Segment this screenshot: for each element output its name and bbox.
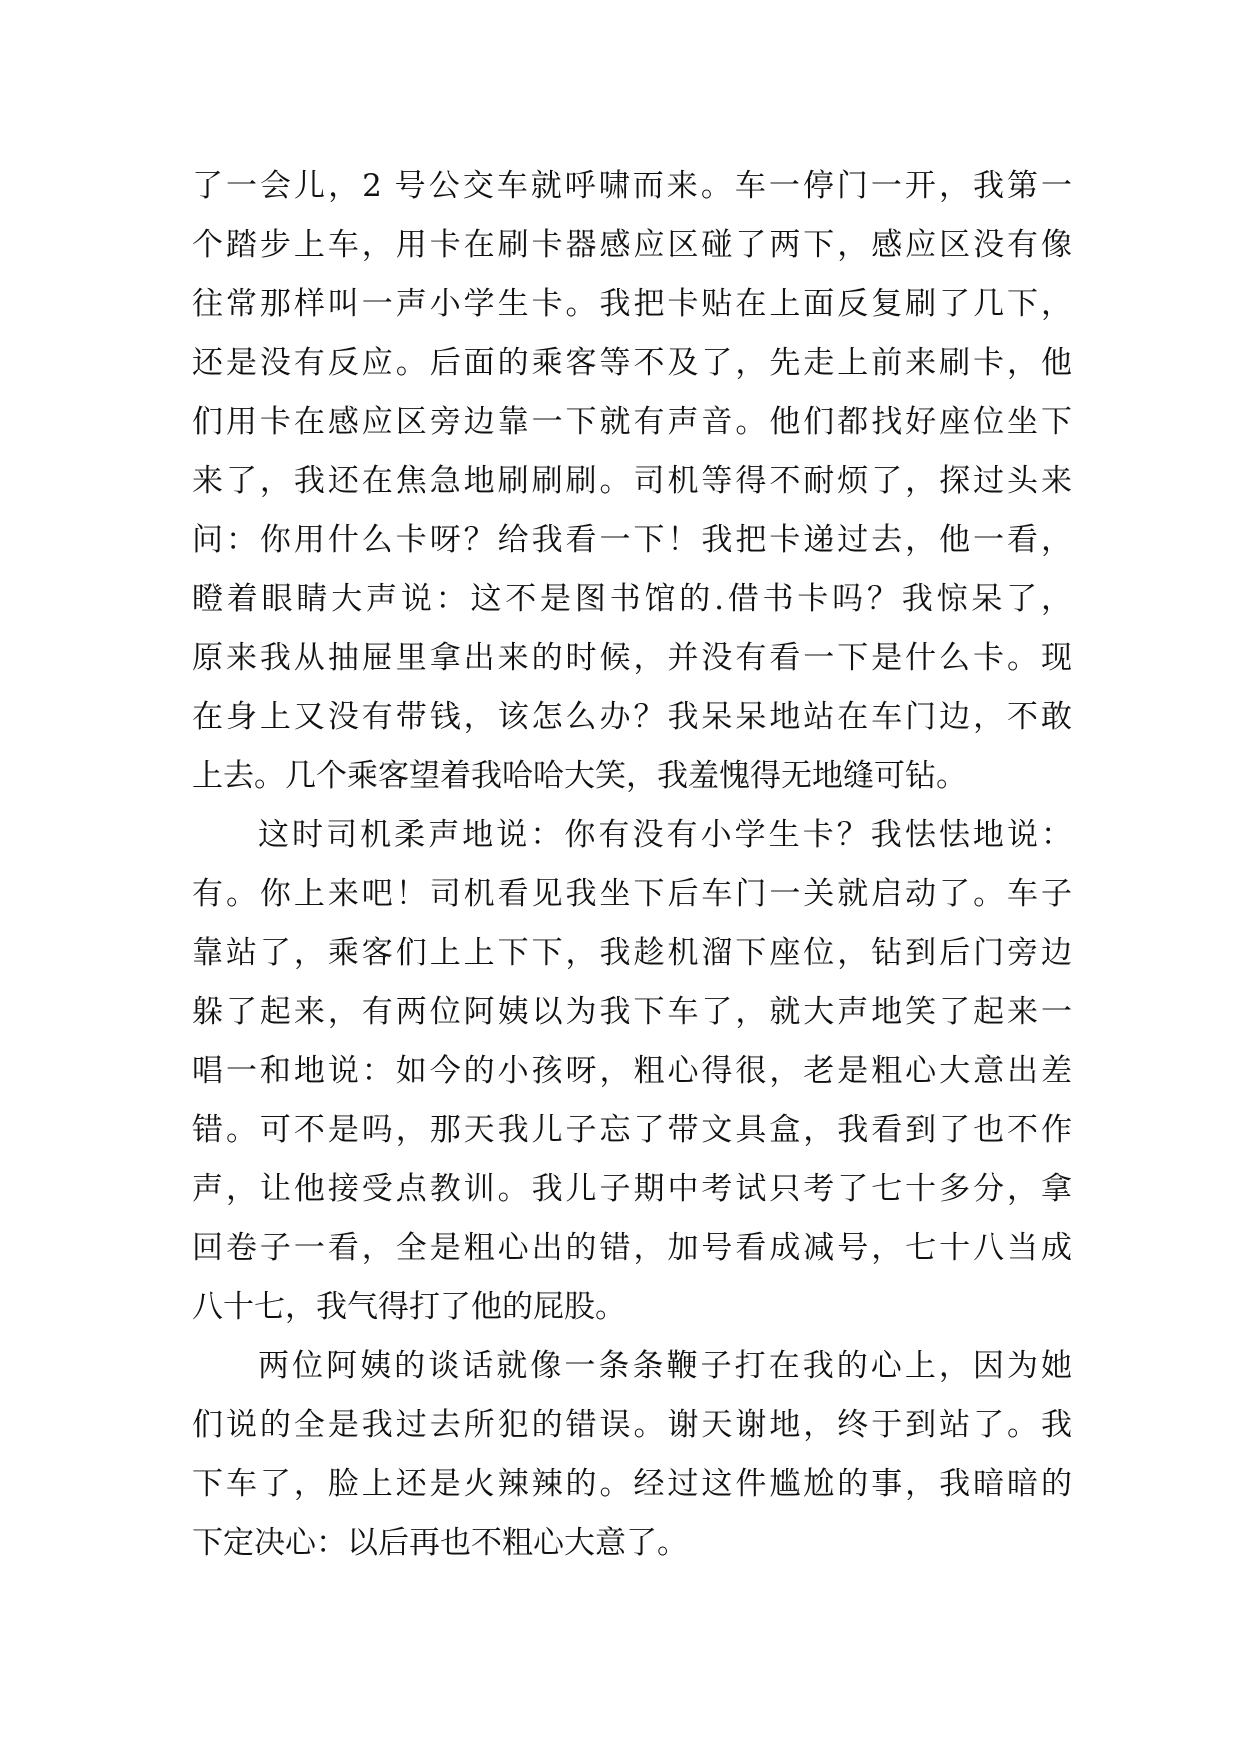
text-line: 原来我从抽屉里拿出来的时候，并没有看一下是什么卡。现 — [192, 640, 1072, 676]
text-line: 们用卡在感应区旁边靠一下就有声音。他们都找好座位坐下 — [192, 404, 1072, 440]
paragraph-first-line: 这时司机柔声地说：你有没有小学生卡？我怯怯地说： — [258, 817, 1072, 853]
text-line: 瞪着眼睛大声说：这不是图书馆的.借书卡吗？我惊呆了， — [192, 581, 1072, 617]
text-line: 靠站了，乘客们上上下下，我趁机溜下座位，钻到后门旁边 — [192, 935, 1072, 971]
text-line: 个踏步上车，用卡在刷卡器感应区碰了两下，感应区没有像 — [192, 227, 1072, 263]
text-line: 躲了起来，有两位阿姨以为我下车了，就大声地笑了起来一 — [192, 994, 1072, 1030]
text-line: 下车了，脸上还是火辣辣的。经过这件尴尬的事，我暗暗的 — [192, 1466, 1072, 1502]
paragraph-first-line: 两位阿姨的谈话就像一条条鞭子打在我的心上，因为她 — [258, 1348, 1072, 1384]
text-line: 上去。几个乘客望着我哈哈大笑，我羞愧得无地缝可钻。 — [192, 758, 967, 794]
text-line: 唱一和地说：如今的小孩呀，粗心得很，老是粗心大意出差 — [192, 1053, 1072, 1089]
text-line: 往常那样叫一声小学生卡。我把卡贴在上面反复刷了几下， — [192, 286, 1072, 322]
body-text — [192, 157, 1072, 1573]
text-line: 了一会儿，2 号公交车就呼啸而来。车一停门一开，我第一 — [192, 168, 1072, 204]
text-line: 在身上又没有带钱，该怎么办？我呆呆地站在车门边，不敢 — [192, 699, 1072, 735]
text-line: 问：你用什么卡呀？给我看一下！我把卡递过去，他一看， — [192, 522, 1072, 558]
text-line: 有。你上来吧！司机看见我坐下后车门一关就启动了。车子 — [192, 876, 1072, 912]
text-line: 还是没有反应。后面的乘客等不及了，先走上前来刷卡，他 — [192, 345, 1072, 381]
text-line: 声，让他接受点教训。我儿子期中考试只考了七十多分，拿 — [192, 1171, 1072, 1207]
text-line: 八十七，我气得打了他的屁股。 — [192, 1289, 626, 1325]
text-line: 错。可不是吗，那天我儿子忘了带文具盒，我看到了也不作 — [192, 1112, 1072, 1148]
text-line: 下定决心：以后再也不粗心大意了。 — [192, 1525, 688, 1561]
text-line: 们说的全是我过去所犯的错误。谢天谢地，终于到站了。我 — [192, 1407, 1072, 1443]
text-line: 来了，我还在焦急地刷刷刷。司机等得不耐烦了，探过头来 — [192, 463, 1072, 499]
text-line: 回卷子一看，全是粗心出的错，加号看成减号，七十八当成 — [192, 1230, 1072, 1266]
